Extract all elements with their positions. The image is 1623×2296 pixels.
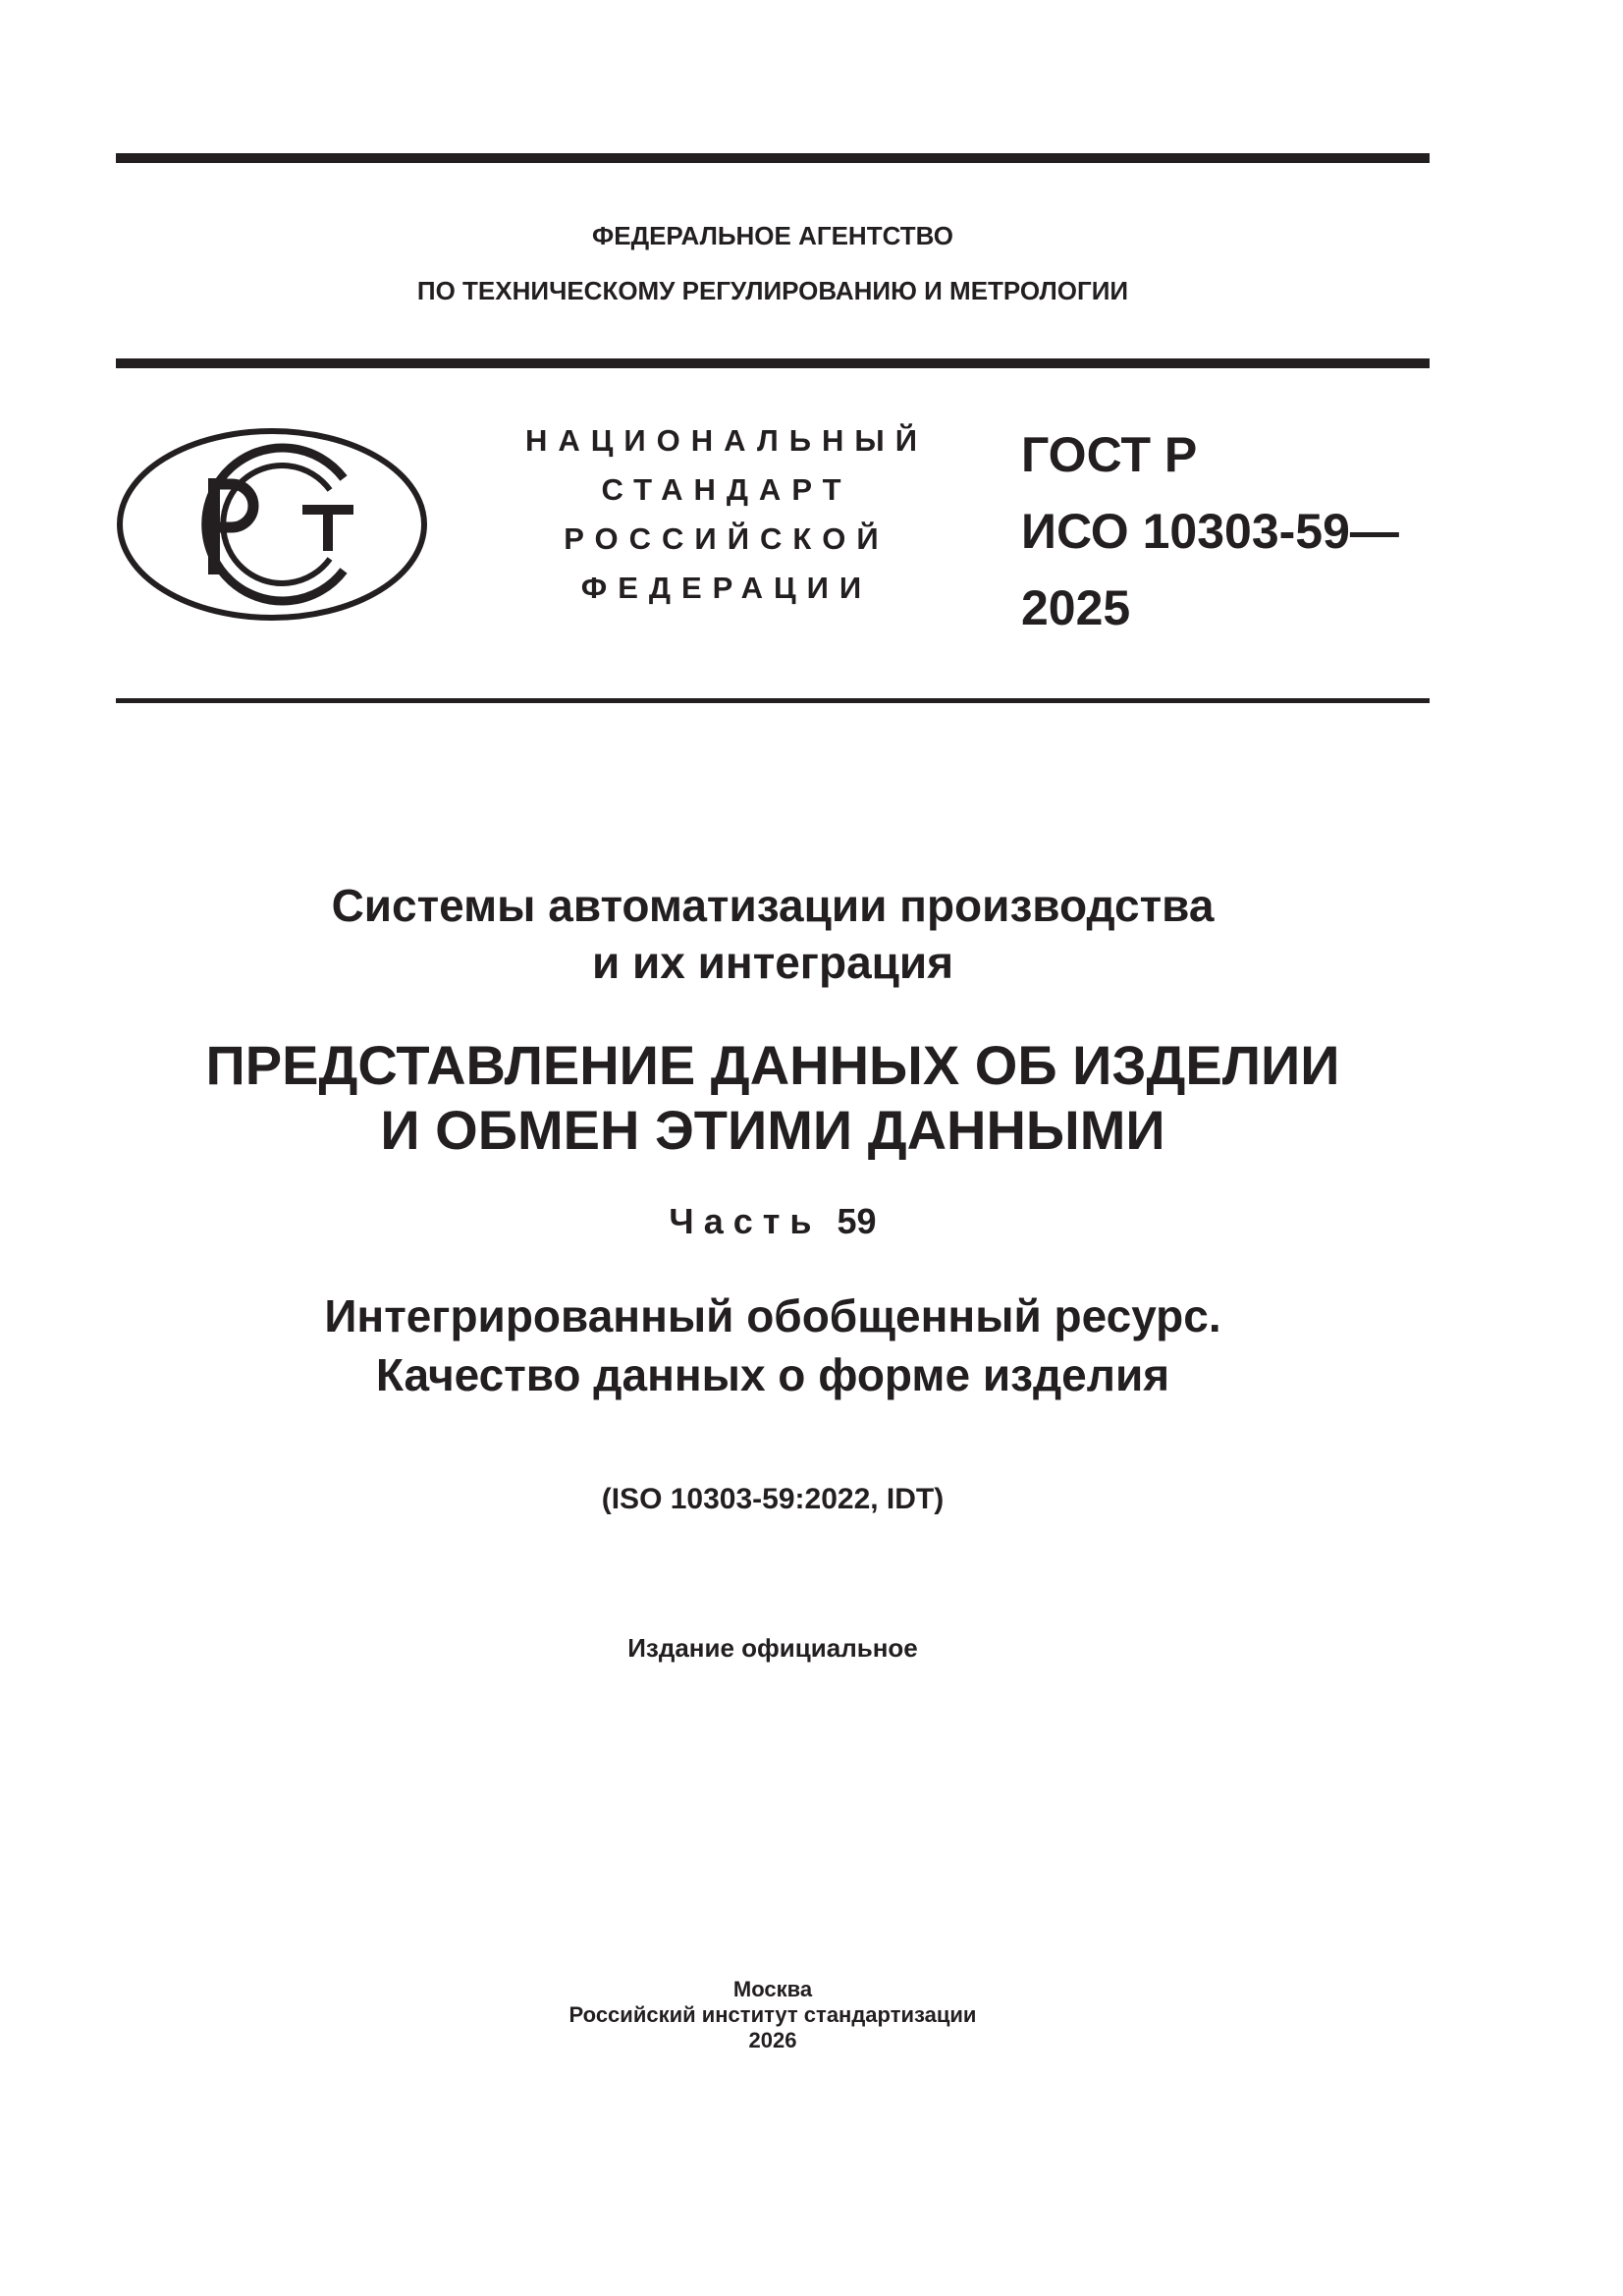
national-standard-line4: ФЕДЕРАЦИИ <box>580 571 873 605</box>
designation-line2: ИСО 10303-59— <box>1021 504 1399 559</box>
main-title <box>116 1033 1430 1163</box>
imprint-publisher: Российский институт стандартизации <box>568 2002 977 2027</box>
imprint-city: Москва <box>732 1977 813 2001</box>
agency-name-line1: ФЕДЕРАЛЬНОЕ АГЕНТСТВО <box>592 221 953 250</box>
part-label <box>116 1196 1430 1247</box>
header-divider <box>116 358 1430 368</box>
iso-reference: (ISO 10303-59:2022, IDT) <box>601 1483 945 1515</box>
title-group-line1: Системы автоматизации производства <box>331 880 1215 931</box>
title-group-line2: и их интеграция <box>591 937 954 988</box>
agency-name-line2: ПО ТЕХНИЧЕСКОМУ РЕГУЛИРОВАНИЮ И МЕТРОЛОГИИ <box>416 276 1129 305</box>
designation-line1: ГОСТ Р <box>1021 427 1198 482</box>
national-standard-line2: СТАНДАРТ <box>601 472 852 507</box>
subtitle-line1: Интегрированный обобщенный ресурс. <box>324 1290 1221 1341</box>
imprint <box>116 1977 1430 2053</box>
part-word: Часть <box>669 1201 822 1241</box>
part-subtitle <box>116 1286 1430 1404</box>
title-divider <box>116 698 1430 703</box>
imprint-year: 2026 <box>748 2028 797 2052</box>
title-group <box>116 877 1430 991</box>
national-standard-label <box>511 416 943 613</box>
rst-conformity-mark-icon <box>116 427 428 622</box>
national-standard-line3: РОССИЙСКОЙ <box>564 521 890 556</box>
national-standard-line1: НАЦИОНАЛЬНЫЙ <box>524 423 929 458</box>
part-number: 59 <box>837 1201 877 1241</box>
top-rule <box>116 153 1430 163</box>
main-title-line1: ПРЕДСТАВЛЕНИЕ ДАННЫХ ОБ ИЗДЕЛИИ <box>205 1034 1340 1096</box>
subtitle-line2: Качество данных о форме изделия <box>375 1349 1170 1400</box>
main-title-line2: И ОБМЕН ЭТИМИ ДАННЫМИ <box>380 1099 1165 1161</box>
standard-designation <box>1021 416 1414 646</box>
designation-line3: 2025 <box>1021 580 1131 635</box>
edition-note: Издание официальное <box>627 1633 918 1663</box>
